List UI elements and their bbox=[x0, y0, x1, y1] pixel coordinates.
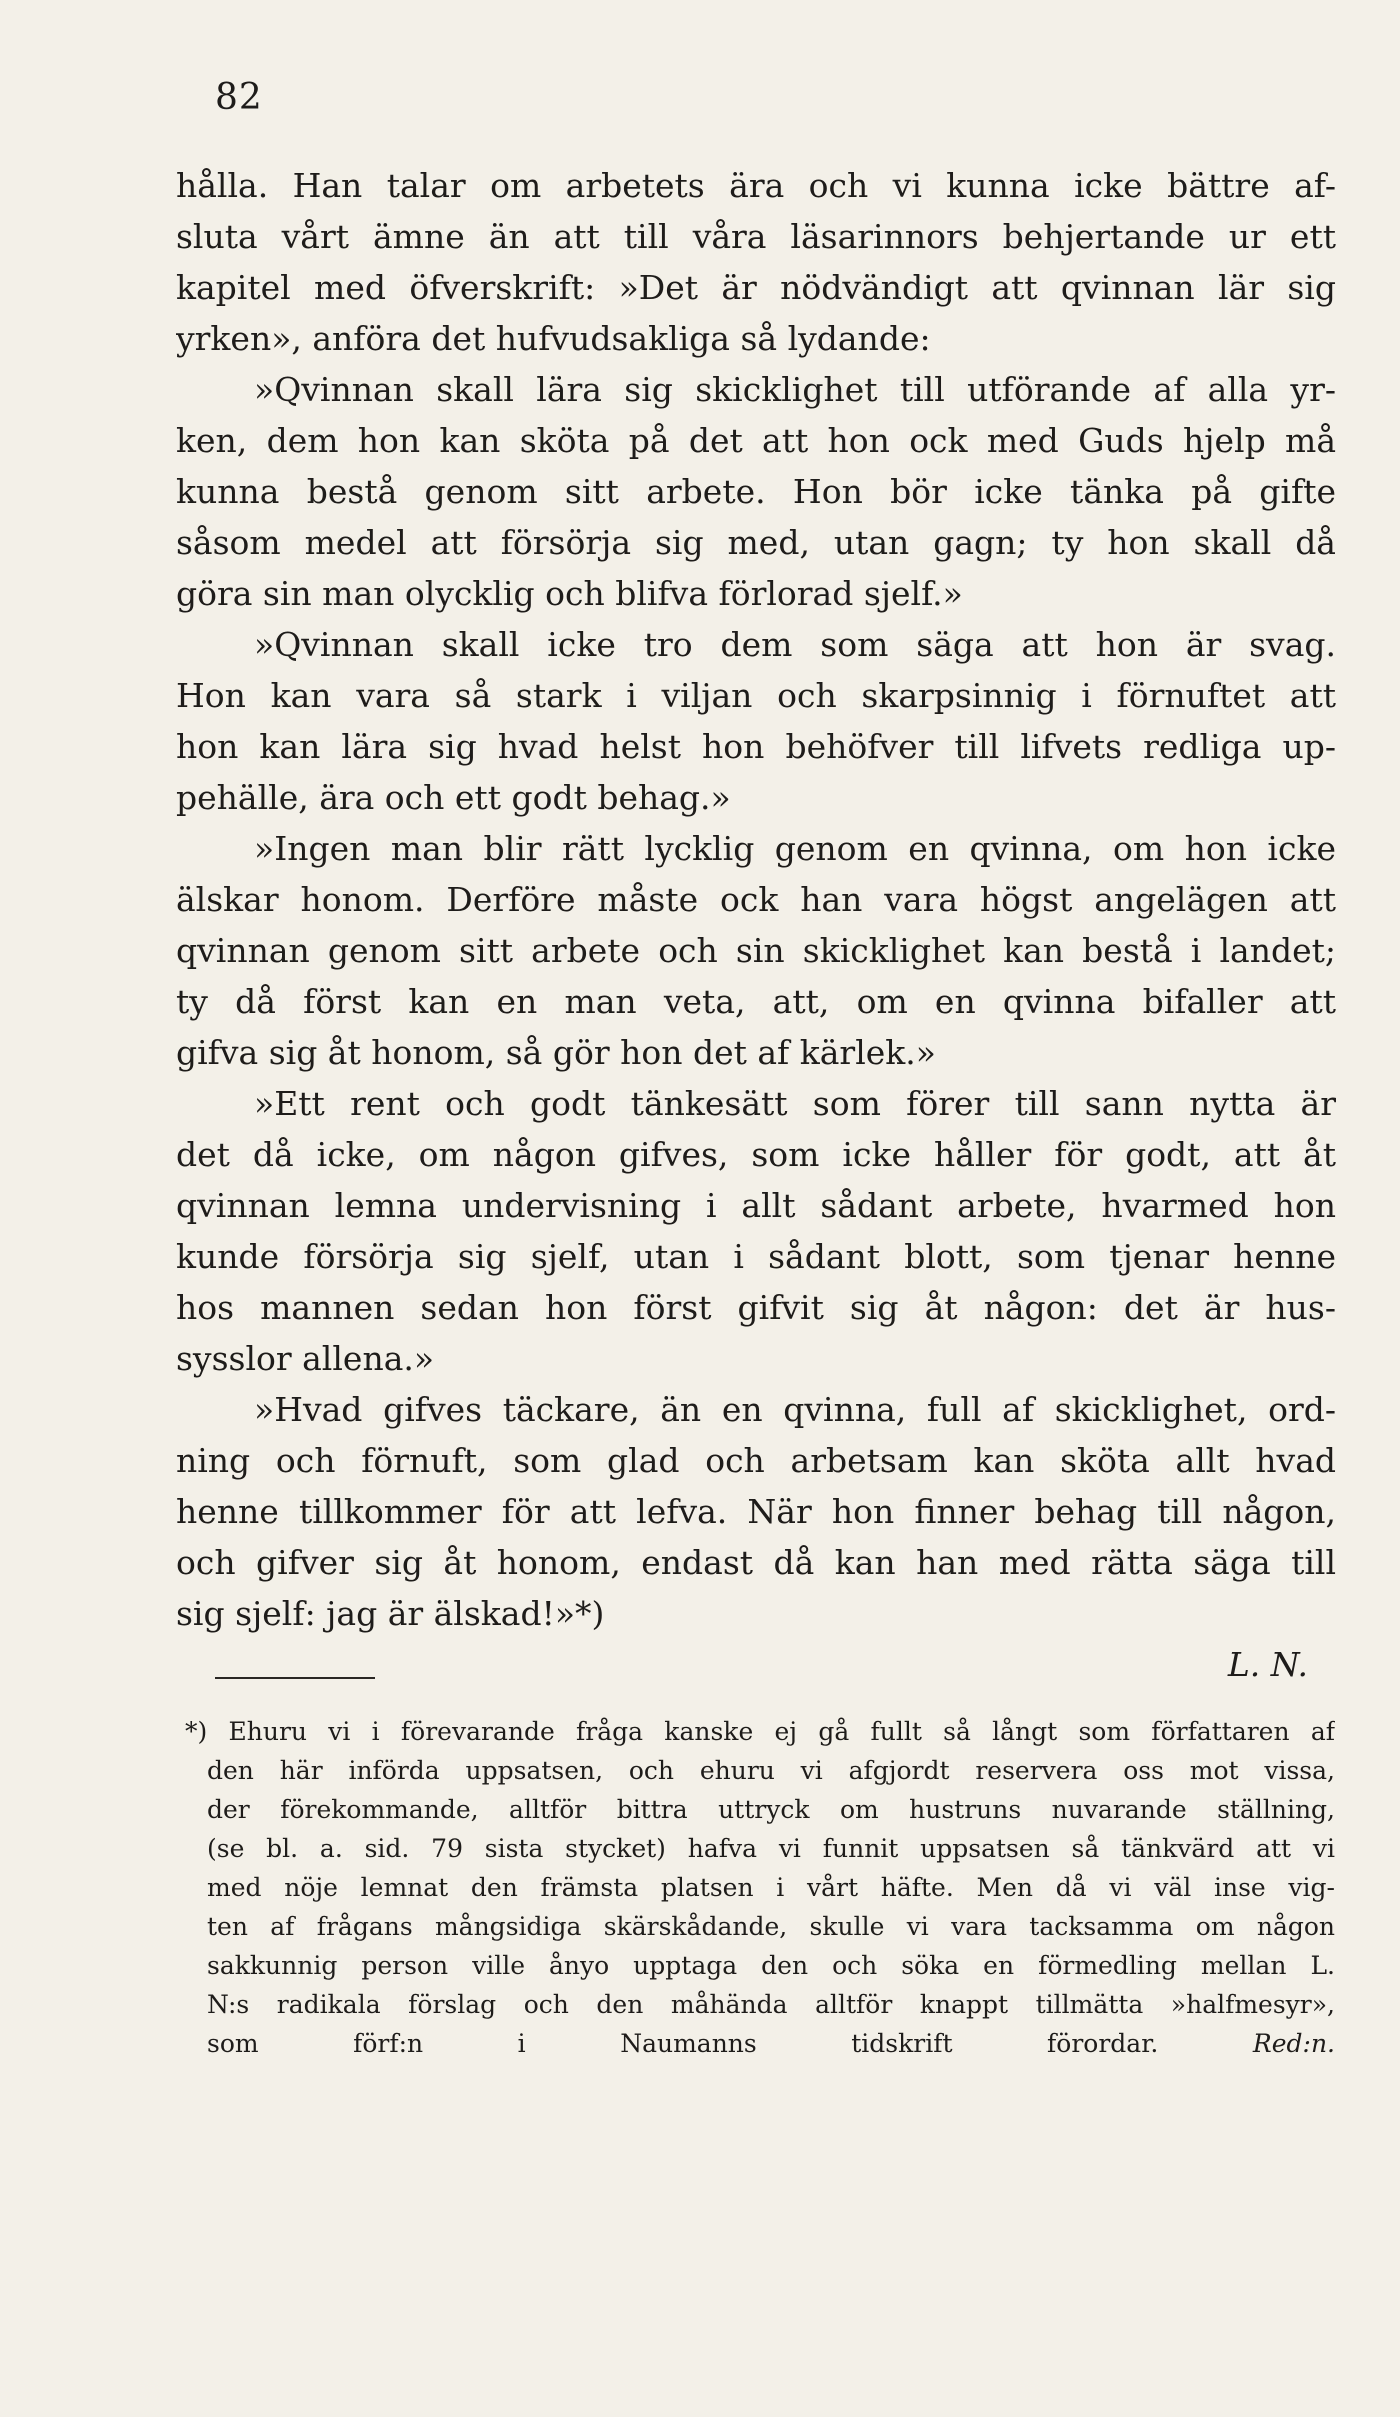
text-line: ken, dem hon kan sköta på det att hon ock med Guds hjelp må bbox=[176, 421, 1336, 460]
text-line: yrken», anföra det hufvudsakliga så lydande: bbox=[176, 319, 931, 358]
text-line: ty då först kan en man veta, att, om en qvinna bifaller att bbox=[176, 982, 1336, 1021]
text-line: »Qvinnan skall lära sig skicklighet till utförande af alla yr- bbox=[254, 370, 1336, 409]
text-line: kapitel med öfverskrift: »Det är nödvändigt att qvinnan lär sig bbox=[176, 268, 1336, 307]
footnote-line: den här införda uppsatsen, och ehuru vi afgjordt reservera oss mot vissa, bbox=[207, 1756, 1335, 1785]
text-line: kunde försörja sig sjelf, utan i sådant blott, som tjenar henne bbox=[176, 1237, 1336, 1276]
text-line: göra sin man olycklig och blifva förlorad sjelf.» bbox=[176, 574, 963, 613]
text-line: hon kan lära sig hvad helst hon behöfver till lifvets redliga up- bbox=[176, 727, 1336, 766]
text-line: sysslor allena.» bbox=[176, 1339, 435, 1378]
text-line: och gifver sig åt honom, endast då kan han med rätta säga till bbox=[176, 1543, 1336, 1582]
page-number: 82 bbox=[215, 77, 263, 118]
text-line: sig sjelf: jag är älskad!»*) bbox=[176, 1594, 605, 1633]
footnote-line: ten af frågans mångsidiga skärskådande, skulle vi vara tacksamma om någon bbox=[207, 1912, 1335, 1941]
text-line: qvinnan genom sitt arbete och sin skicklighet kan bestå i landet; bbox=[176, 931, 1336, 970]
footnote-line: sakkunnig person ville ånyo upptaga den och söka en förmedling mellan L. bbox=[207, 1951, 1335, 1980]
text-line: såsom medel att försörja sig med, utan gagn; ty hon skall då bbox=[176, 523, 1336, 562]
text-line: ning och förnuft, som glad och arbetsam kan sköta allt hvad bbox=[176, 1441, 1336, 1480]
text-line: kunna bestå genom sitt arbete. Hon bör icke tänka på gifte bbox=[176, 472, 1336, 511]
text-line: älskar honom. Derföre måste ock han vara högst angelägen att bbox=[176, 880, 1336, 919]
text-line: »Qvinnan skall icke tro dem som säga att hon är svag. bbox=[254, 625, 1336, 664]
editor-mark: Red:n. bbox=[1252, 2029, 1335, 2058]
author-signature: L. N. bbox=[1227, 1645, 1308, 1684]
text-line: »Ett rent och godt tänkesätt som förer till sann nytta är bbox=[254, 1084, 1336, 1123]
footnote-line: N:s radikala förslag och den måhända alltför knappt tillmätta »halfmesyr», bbox=[207, 1990, 1335, 2019]
footnote-divider bbox=[215, 1677, 375, 1679]
footnote bbox=[185, 1712, 1335, 2063]
text-line: Hon kan vara så stark i viljan och skarpsinnig i förnuftet att bbox=[176, 676, 1336, 715]
text-line: gifva sig åt honom, så gör hon det af kärlek.» bbox=[176, 1033, 936, 1072]
text-line: det då icke, om någon gifves, som icke håller för godt, att åt bbox=[176, 1135, 1336, 1174]
text-line: hos mannen sedan hon först gifvit sig åt någon: det är hus- bbox=[176, 1288, 1336, 1327]
footnote-line: med nöje lemnat den främsta platsen i vårt häfte. Men då vi väl inse vig- bbox=[207, 1873, 1335, 1902]
text-line: qvinnan lemna undervisning i allt sådant arbete, hvarmed hon bbox=[176, 1186, 1336, 1225]
footnote-line-text: som förf:n i Naumanns tidskrift förordar. bbox=[207, 2029, 1159, 2058]
text-line: »Hvad gifves täckare, än en qvinna, full af skicklighet, ord- bbox=[254, 1390, 1336, 1429]
text-line: sluta vårt ämne än att till våra läsarinnors behjertande ur ett bbox=[176, 217, 1336, 256]
footnote-line: der förekommande, alltför bittra uttryck om hustruns nuvarande ställning, bbox=[207, 1795, 1335, 1824]
footnote-last-line bbox=[207, 2024, 1335, 2063]
text-line: »Ingen man blir rätt lycklig genom en qvinna, om hon icke bbox=[254, 829, 1336, 868]
footnote-line: (se bl. a. sid. 79 sista stycket) hafva vi funnit uppsatsen så tänkvärd att vi bbox=[207, 1834, 1335, 1863]
text-line: pehälle, ära och ett godt behag.» bbox=[176, 778, 731, 817]
text-line: hålla. Han talar om arbetets ära och vi kunna icke bättre af- bbox=[176, 166, 1336, 205]
footnote-line: *) Ehuru vi i förevarande fråga kanske ej gå fullt så långt som författaren af bbox=[185, 1717, 1335, 1746]
text-line: henne tillkommer för att lefva. När hon finner behag till någon, bbox=[176, 1492, 1336, 1531]
body-text bbox=[176, 160, 1336, 1690]
